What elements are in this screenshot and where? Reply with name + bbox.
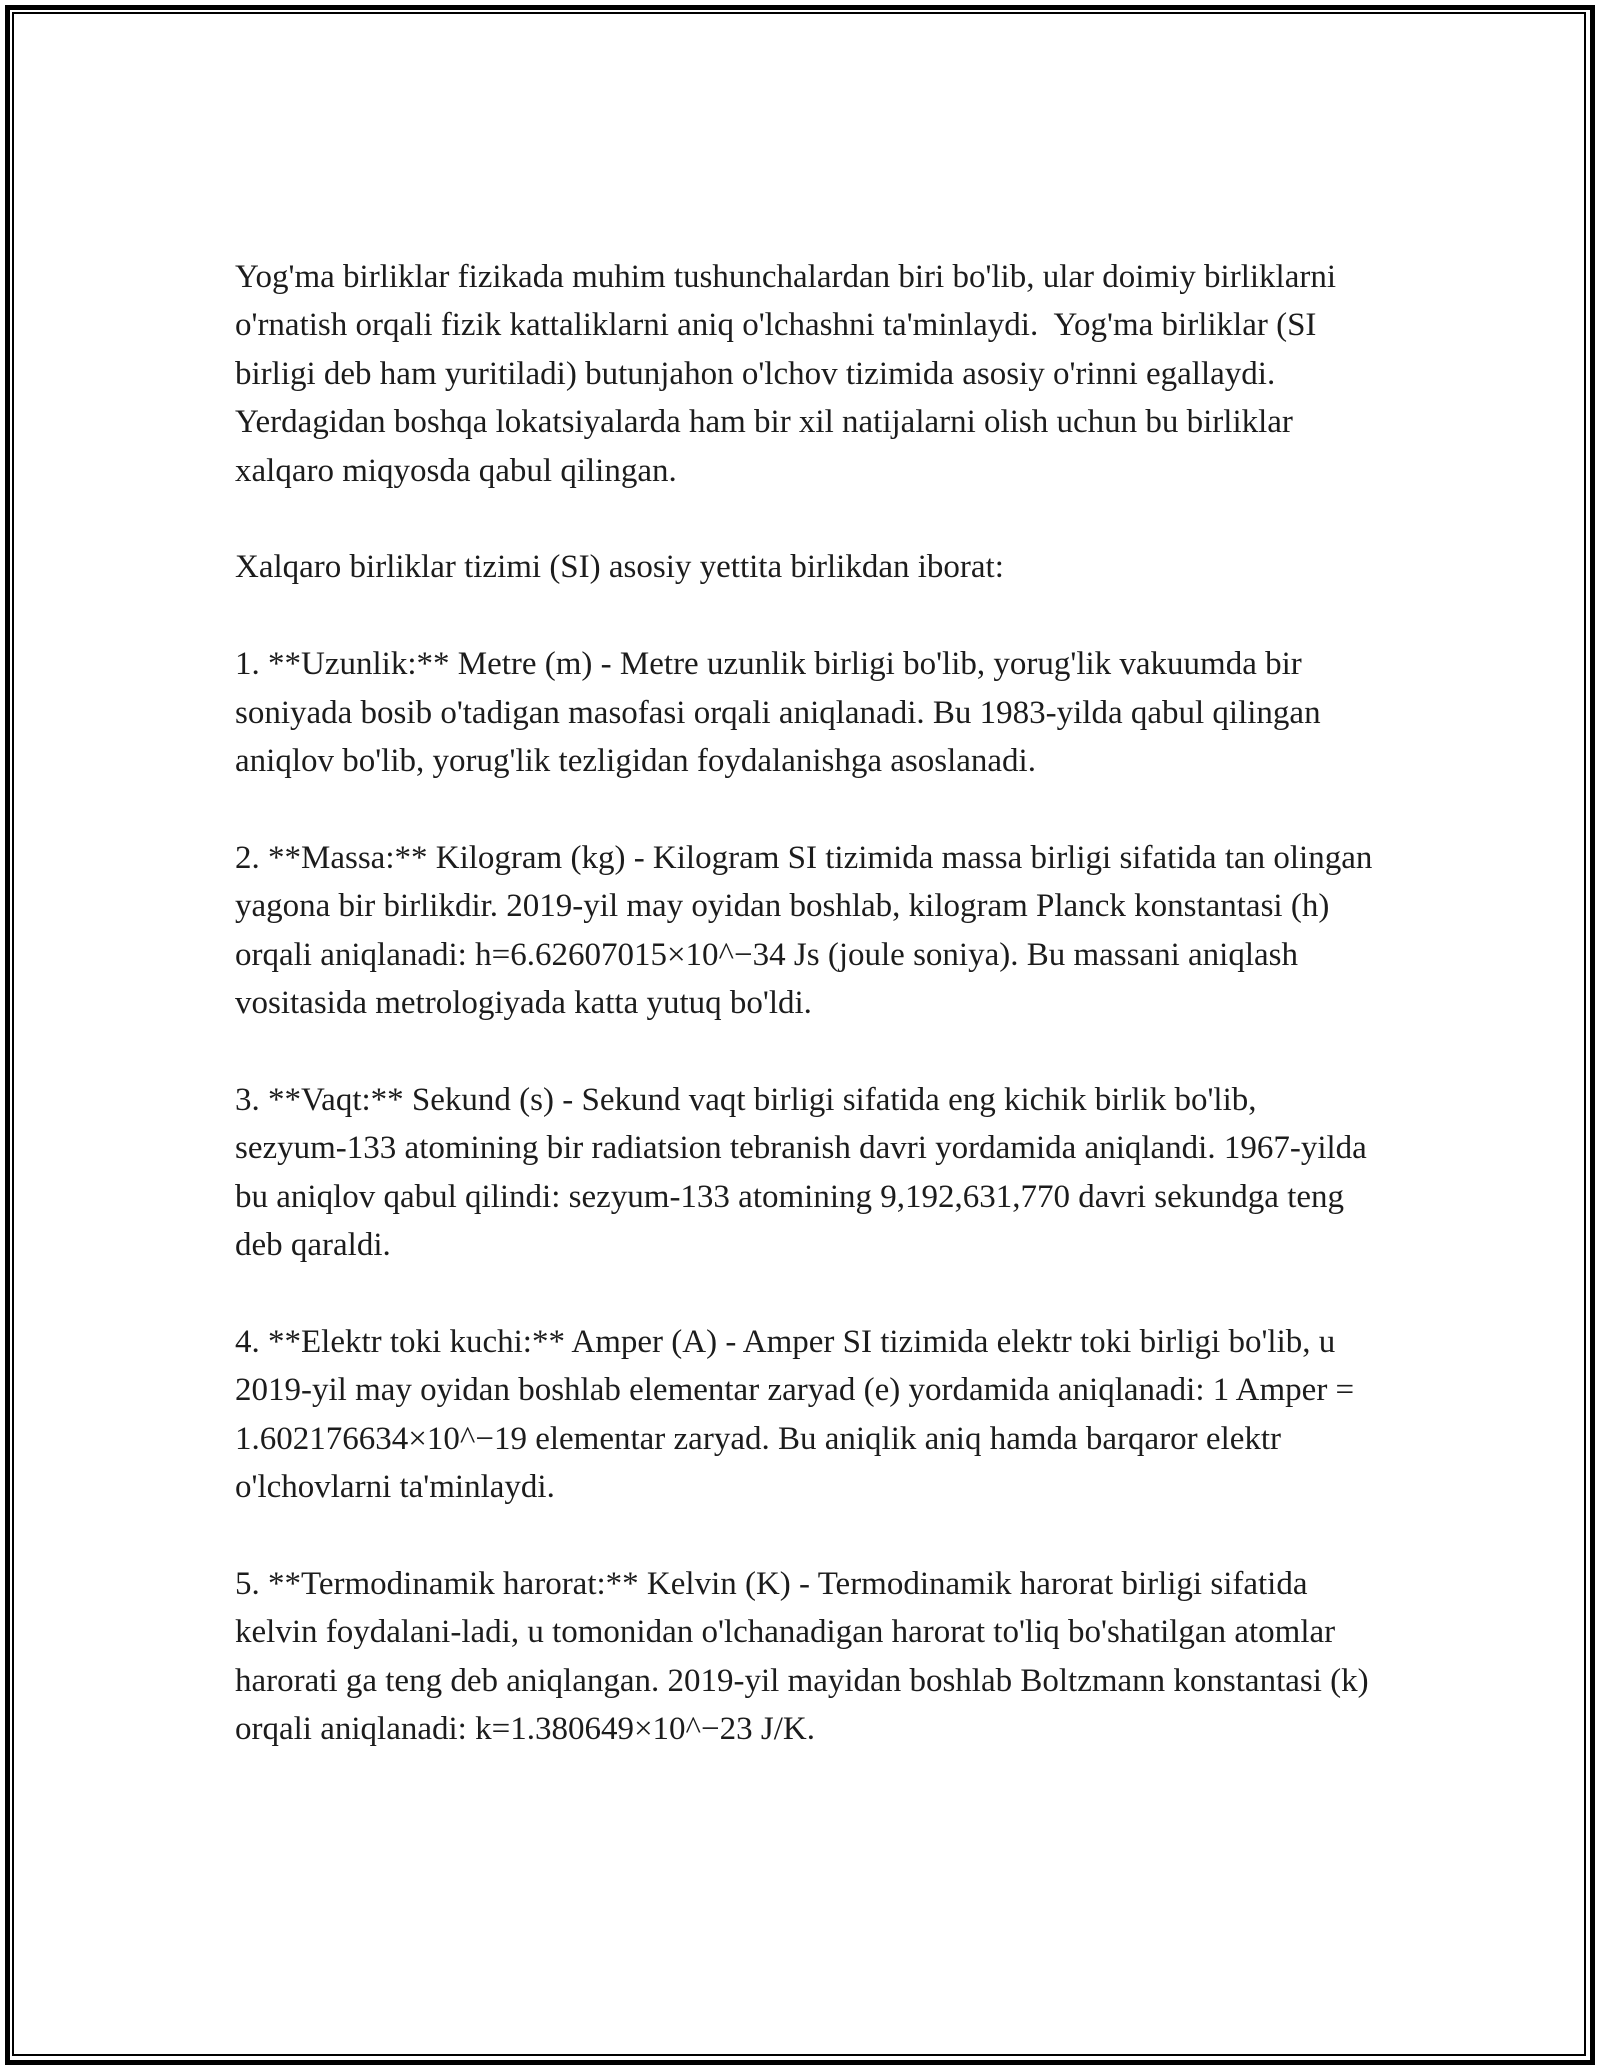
document-body — [235, 253, 1381, 1802]
si-units-intro: Xalqaro birliklar tizimi (SI) asosiy yettita birlikdan iborat: — [235, 549, 1004, 586]
intro-paragraph: Yog'ma birliklar fizikada muhim tushunchalardan biri bo'lib, ular doimiy birliklarni o'rnatish orqali fizik kattaliklarni aniq o'lchashni ta'minlaydi. Yog'ma birliklar (SI birligi deb ham yuritiladi) butunjahon o'lchov tizimida asosiy o'rinni egallaydi. Yerdagidan boshqa lokatsiyalarda ham bir xil natijalarni olish uchun bu birliklar xalqaro miqyosda qabul qilingan. — [235, 259, 1345, 489]
list-item-electric-current: 4. **Elektr toki kuchi:** Amper (A) - Amper SI tizimida elektr toki birligi bo'lib, u 2019-yil may oyidan boshlab elementar zaryad (e) yordamida aniqlanadi: 1 Amper = 1.602176634×10^−19 elementar zaryad. Bu aniqlik aniq hamda barqaror elektr o'lchovlarni ta'minlaydi. — [235, 1323, 1363, 1506]
list-item-time: 3. **Vaqt:** Sekund (s) - Sekund vaqt birligi sifatida eng kichik birlik bo'lib, sezyum-133 atomining bir radiatsion tebranish davri yordamida aniqlandi. 1967-yilda bu aniqlov qabul qilindi: sezyum-133 atomining 9,192,631,770 davri sekundga teng deb qaraldi. — [235, 1081, 1376, 1264]
list-item-length: 1. **Uzunlik:** Metre (m) - Metre uzunlik birligi bo'lib, yorug'lik vakuumda bir soniyada bosib o'tadigan masofasi orqali aniqlanadi. Bu 1983-yilda qabul qilingan aniqlov bo'lib, yorug'lik tezligidan foydalanishga asoslanadi. — [235, 646, 1329, 780]
list-item-temperature: 5. **Termodinamik harorat:** Kelvin (K) - Termodinamik harorat birligi sifatida kelvin foydalani-ladi, u tomonidan o'lchanadigan harorat to'liq bo'shatilgan atomlar harorati ga teng deb aniqlangan. 2019-yil mayidan boshlab Boltzmann konstantasi (k) orqali aniqlanadi: k=1.380649×10^−23 J/K. — [235, 1565, 1377, 1748]
list-item-mass: 2. **Massa:** Kilogram (kg) - Kilogram SI tizimida massa birligi sifatida tan olingan yagona bir birlikdir. 2019-yil may oyidan boshlab, kilogram Planck konstantasi (h) orqali aniqlanadi: h=6.62607015×10^−34 Js (joule soniya). Bu massani aniqlash vositasida metrologiyada katta yutuq bo'ldi. — [235, 839, 1381, 1022]
